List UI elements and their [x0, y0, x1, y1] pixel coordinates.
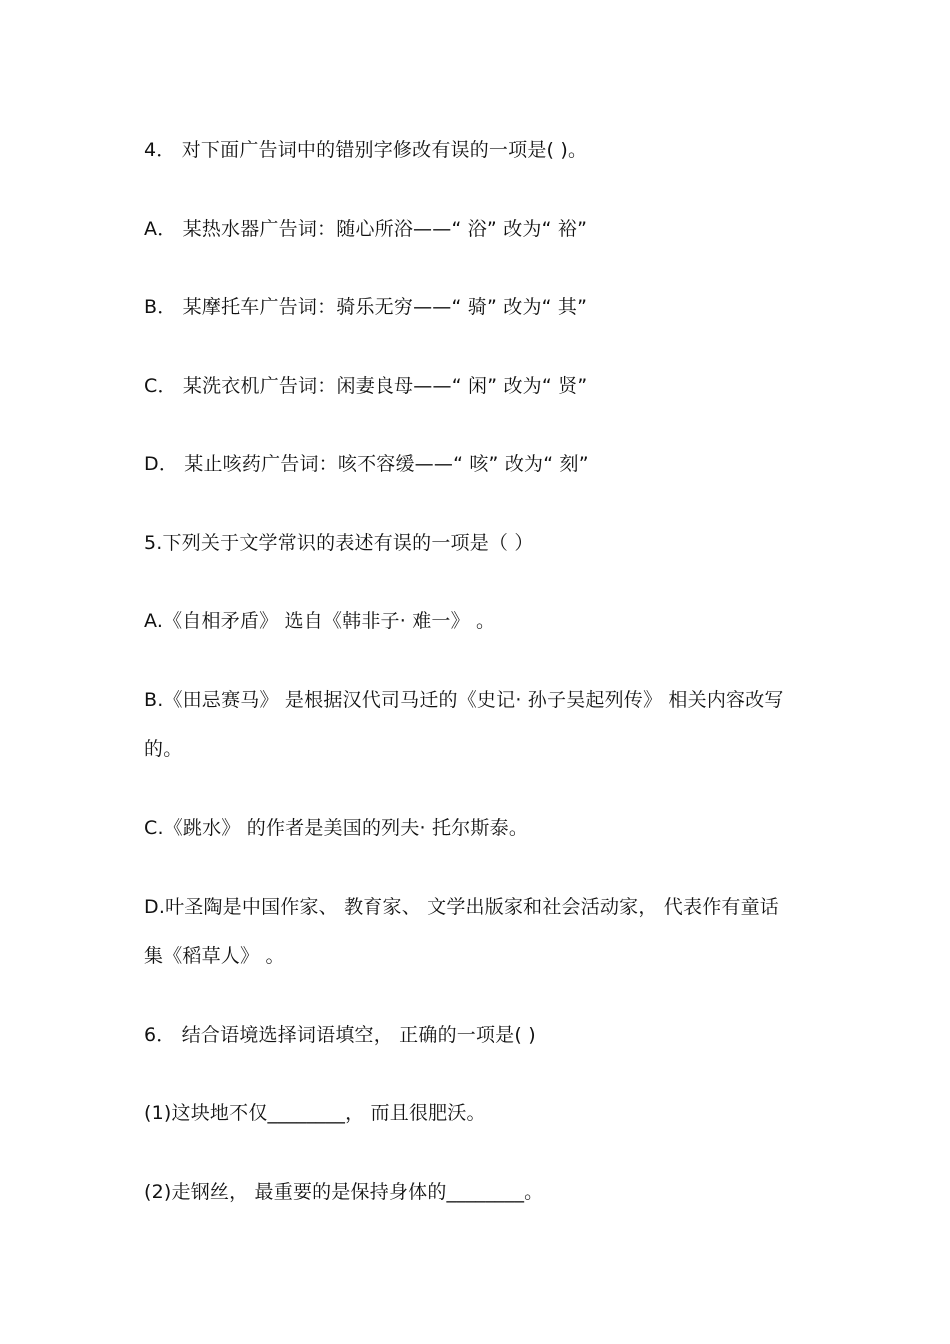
question-4-option-a: A． 某热水器广告词：随心所浴——“ 浴” 改为“ 裕”	[144, 218, 588, 240]
question-6-stem: 6． 结合语境选择词语填空， 正确的一项是( )	[144, 1024, 536, 1046]
question-5-option-d-line-2: 集《稻草人》 。	[144, 945, 285, 967]
question-4-option-d: D． 某止咳药广告词：咳不容缓——“ 咳” 改为“ 刻”	[144, 453, 589, 475]
question-4-stem: 4． 对下面广告词中的错别字修改有误的一项是( )。	[144, 139, 588, 161]
question-4-option-c: C． 某洗衣机广告词：闲妻良母——“ 闲” 改为“ 贤”	[144, 375, 588, 397]
question-6-item-1: (1)这块地不仅________， 而且很肥沃。	[144, 1102, 486, 1124]
question-5-option-d-line-1: D.叶圣陶是中国作家、 教育家、 文学出版家和社会活动家， 代表作有童话	[144, 896, 779, 918]
question-6-item-2: (2)走钢丝， 最重要的是保持身体的________。	[144, 1181, 544, 1203]
question-5-option-b-line-2: 的。	[144, 738, 183, 760]
question-4-option-b: B． 某摩托车广告词：骑乐无穷——“ 骑” 改为“ 其”	[144, 296, 588, 318]
question-5-stem: 5.下列关于文学常识的表述有误的一项是（ ）	[144, 532, 534, 554]
question-5-option-a: A.《自相矛盾》 选自《韩非子· 难一》 。	[144, 610, 496, 632]
question-5-option-b-line-1: B.《田忌赛马》 是根据汉代司马迁的《史记· 孙子吴起列传》 相关内容改写	[144, 689, 784, 711]
question-5-option-c: C.《跳水》 的作者是美国的列夫· 托尔斯泰。	[144, 817, 529, 839]
